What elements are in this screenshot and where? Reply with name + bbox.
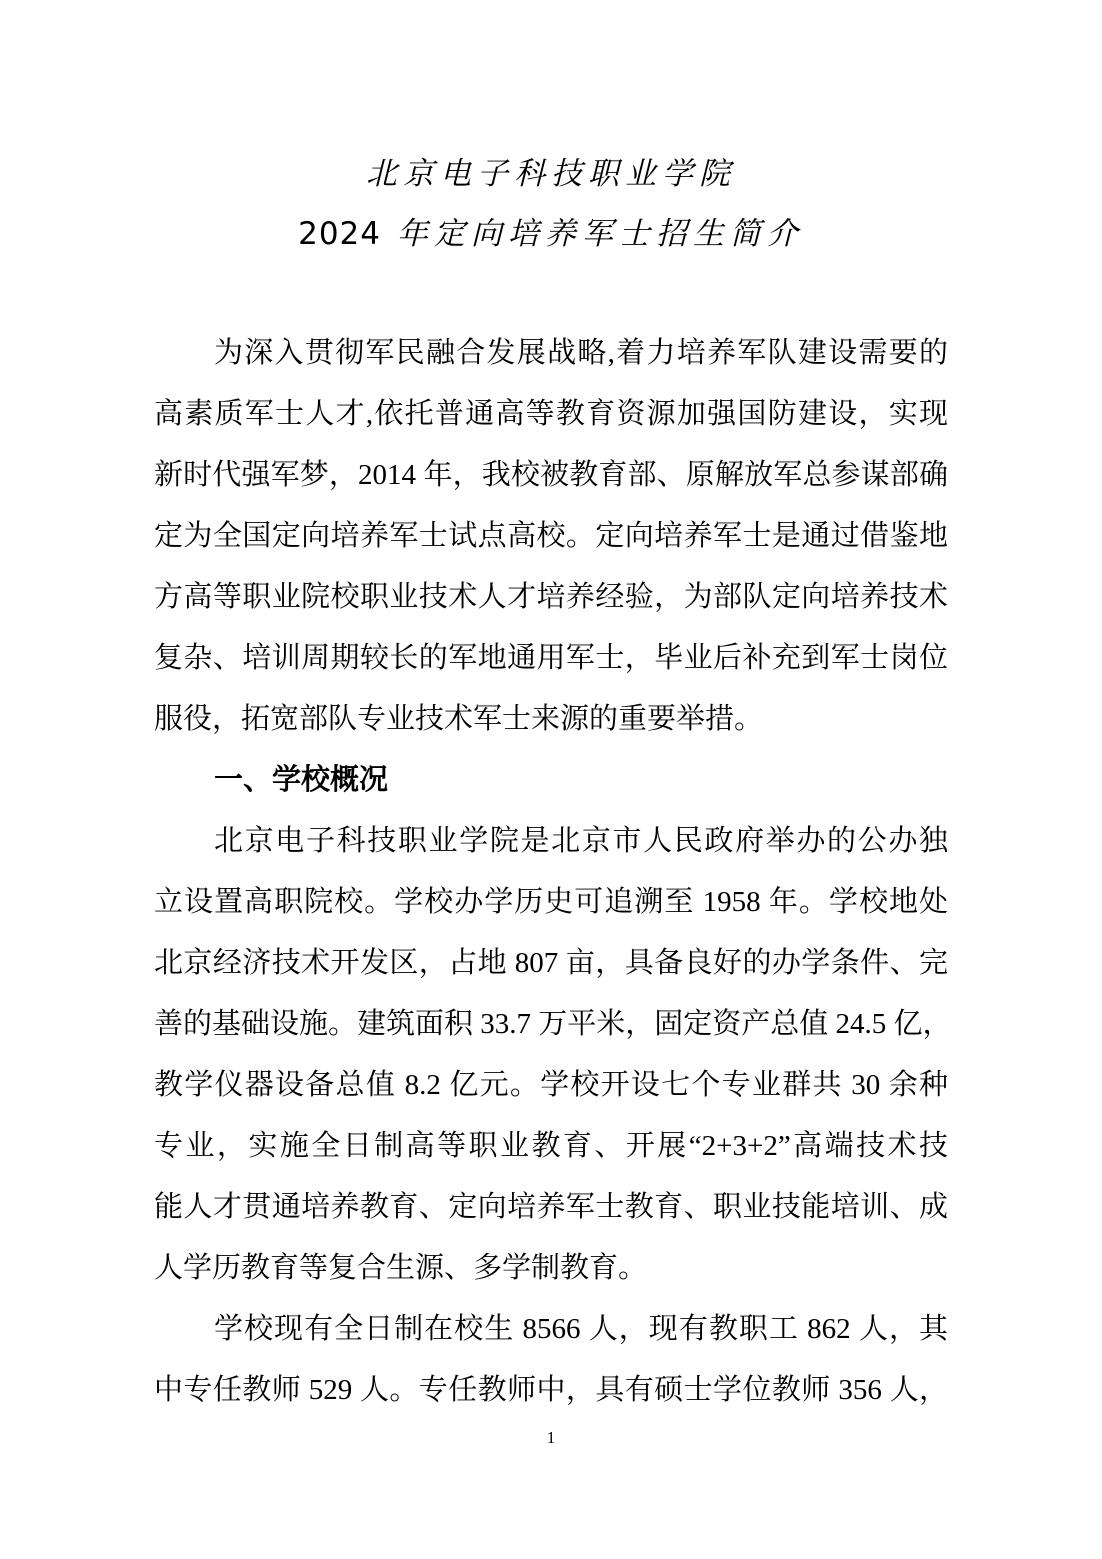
- paragraph-line: 专业，实施全日制高等职业教育、开展“2+3+2”高端技术技: [154, 1130, 948, 1162]
- paragraph-line: 为深入贯彻军民融合发展战略,着力培养军队建设需要的: [214, 337, 948, 369]
- paragraph-line: 高素质军士人才,依托普通高等教育资源加强国防建设，实现: [154, 398, 948, 430]
- paragraph-line: 北京经济技术开发区，占地 807 亩，具备良好的办学条件、完: [154, 947, 948, 979]
- paragraph-line: 立设置高职院校。学校办学历史可追溯至 1958 年。学校地处: [154, 886, 948, 918]
- paragraph-line: 方高等职业院校职业技术人才培养经验，为部队定向培养技术: [154, 581, 948, 613]
- paragraph-line: 复杂、培训周期较长的军地通用军士，毕业后补充到军士岗位: [154, 642, 948, 674]
- paragraph-line: 学校现有全日制在校生 8566 人，现有教职工 862 人，其: [214, 1313, 948, 1345]
- section-heading: 一、学校概况: [214, 764, 389, 796]
- paragraph-line: 新时代强军梦，2014 年，我校被教育部、原解放军总参谋部确: [154, 459, 948, 491]
- paragraph-line: 北京电子科技职业学院是北京市人民政府举办的公办独: [214, 825, 948, 857]
- document-title-school: 北京电子科技职业学院: [366, 156, 736, 192]
- paragraph-line: 善的基础设施。建筑面积 33.7 万平米，固定资产总值 24.5 亿，: [154, 1008, 952, 1040]
- paragraph-line: 定为全国定向培养军士试点高校。定向培养军士是通过借鉴地: [154, 520, 948, 552]
- document-title-subject: [0, 208, 1102, 253]
- paragraph-line: 中专任教师 529 人。专任教师中，具有硕士学位教师 356 人，: [154, 1374, 948, 1406]
- title-text: 年定向培养军士招生简介: [396, 216, 804, 252]
- page-number: 1: [546, 1428, 556, 1447]
- title-year: 2024: [298, 216, 382, 252]
- paragraph-line: 人学历教育等复合生源、多学制教育。: [154, 1252, 648, 1284]
- paragraph-line: 教学仪器设备总值 8.2 亿元。学校开设七个专业群共 30 余种: [154, 1069, 948, 1101]
- paragraph-line: 服役，拓宽部队专业技术军士来源的重要举措。: [154, 703, 764, 735]
- document-body: [154, 330, 952, 1428]
- paragraph-line: 能人才贯通培养教育、定向培养军士教育、职业技能培训、成: [154, 1191, 948, 1223]
